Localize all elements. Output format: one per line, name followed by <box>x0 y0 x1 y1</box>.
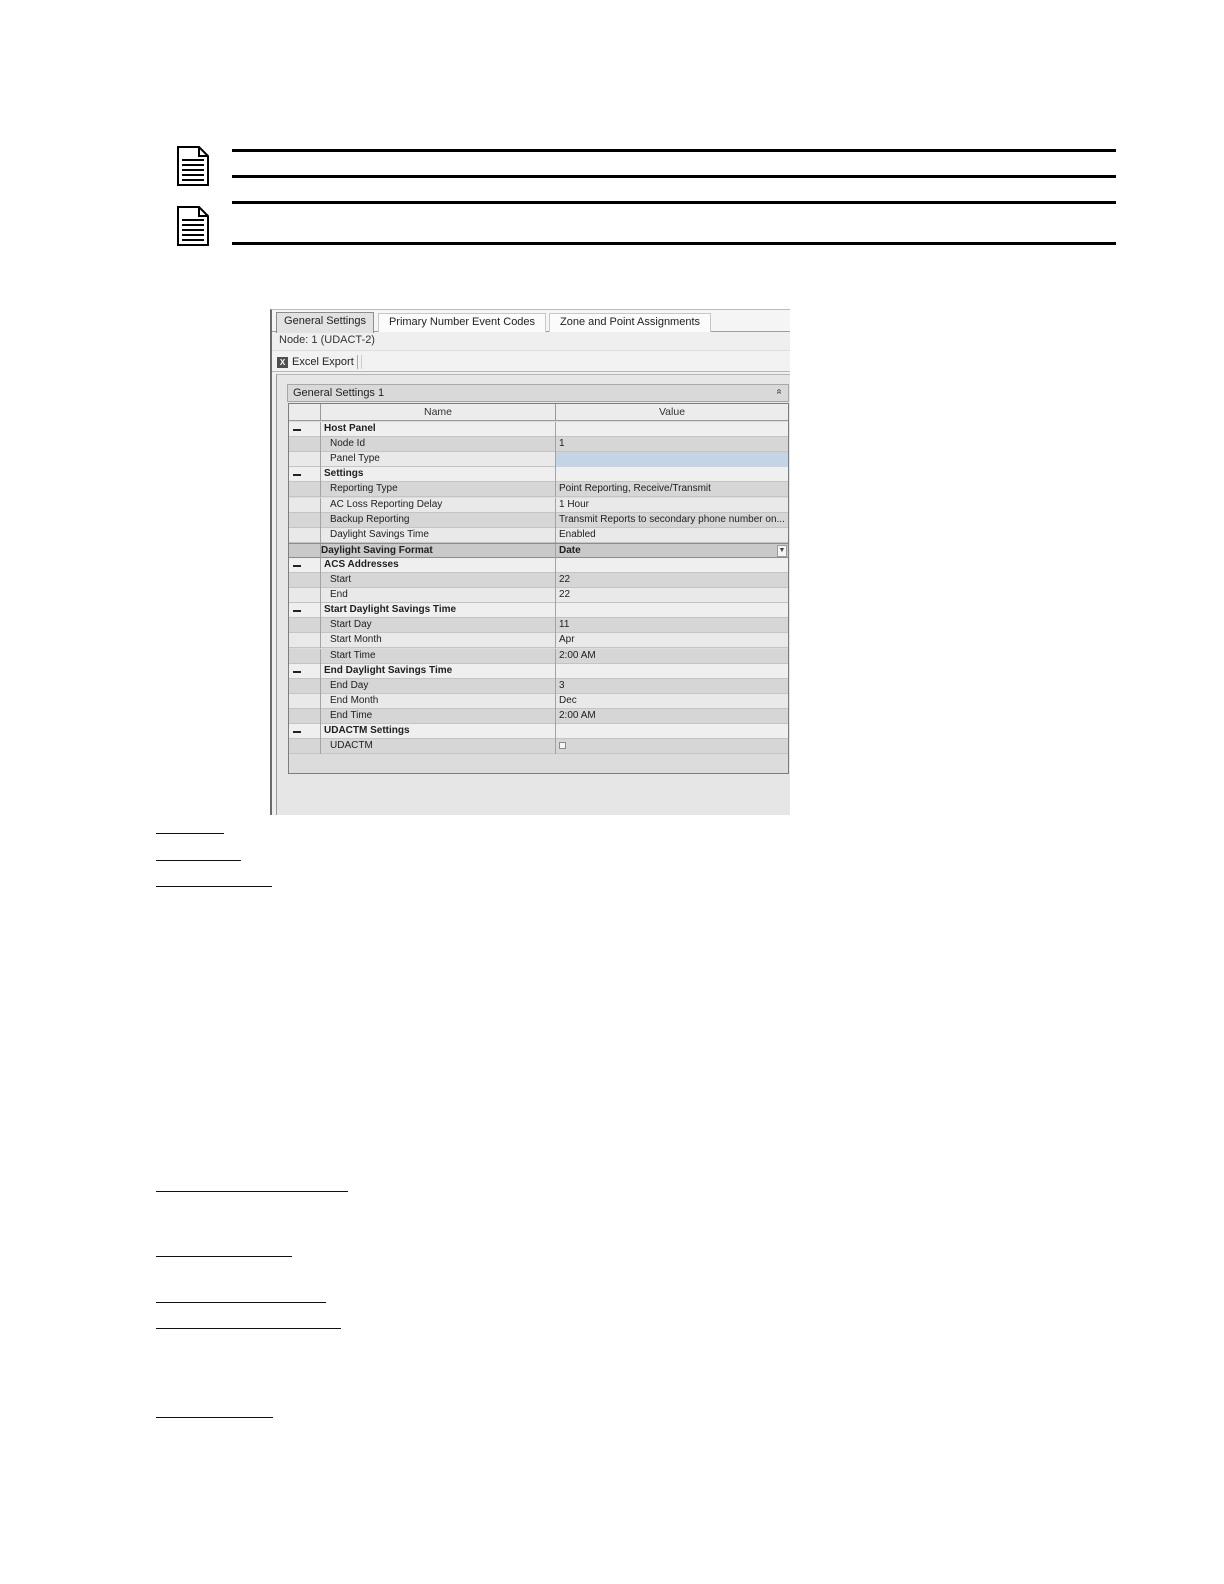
row-gutter <box>289 724 320 739</box>
property-name: Host Panel <box>320 422 555 437</box>
property-name: UDACTM <box>320 739 555 754</box>
property-row[interactable] <box>289 588 788 603</box>
property-value[interactable] <box>555 452 788 467</box>
excel-export-button[interactable] <box>277 354 354 370</box>
column-header-value[interactable]: Value <box>555 404 788 420</box>
property-value <box>555 724 788 739</box>
underline-rule <box>156 1256 292 1257</box>
property-value <box>555 603 788 618</box>
category-row[interactable] <box>289 422 788 437</box>
property-name: Start Time <box>320 649 555 664</box>
grid-header <box>289 404 788 421</box>
group-header[interactable] <box>287 384 789 402</box>
row-gutter <box>289 588 320 603</box>
row-gutter <box>289 482 320 497</box>
tab-strip <box>272 310 790 332</box>
tab-primary-number-event-codes[interactable]: Primary Number Event Codes <box>378 313 546 332</box>
settings-window <box>270 309 790 815</box>
note-rule-top <box>232 149 1116 152</box>
row-gutter <box>289 664 320 679</box>
group-title: General Settings 1 <box>293 387 385 399</box>
underline-rule <box>156 1417 273 1418</box>
property-name: Start Day <box>320 618 555 633</box>
property-name: Node Id <box>320 437 555 452</box>
row-gutter <box>289 422 320 437</box>
property-value <box>555 664 788 679</box>
row-gutter <box>289 544 320 559</box>
property-value[interactable]: 3 <box>555 679 788 694</box>
property-row[interactable] <box>289 573 788 588</box>
property-value[interactable]: Point Reporting, Receive/Transmit <box>555 482 788 497</box>
property-name: End Day <box>320 679 555 694</box>
property-value[interactable]: 11 <box>555 618 788 633</box>
row-gutter <box>289 649 320 664</box>
property-name: Settings <box>320 467 555 482</box>
category-row[interactable] <box>289 558 788 573</box>
collapse-minus-icon[interactable] <box>292 426 302 433</box>
row-gutter <box>289 603 320 618</box>
property-row[interactable] <box>289 437 788 452</box>
property-value[interactable]: 22 <box>555 588 788 603</box>
property-name: Start <box>320 573 555 588</box>
note-rule-bottom <box>232 175 1116 178</box>
property-value[interactable]: 2:00 AM <box>555 709 788 724</box>
underline-rule <box>156 1191 348 1192</box>
row-gutter <box>289 679 320 694</box>
property-row[interactable] <box>289 739 788 754</box>
row-gutter <box>289 528 320 543</box>
udactm-checkbox[interactable] <box>559 742 566 749</box>
property-row[interactable] <box>289 528 788 543</box>
category-row[interactable] <box>289 724 788 739</box>
property-row[interactable] <box>289 618 788 633</box>
property-name: Daylight Savings Time <box>320 528 555 543</box>
property-value[interactable]: Enabled <box>555 528 788 543</box>
property-name: End Daylight Savings Time <box>320 664 555 679</box>
row-gutter <box>289 618 320 633</box>
row-gutter <box>289 513 320 528</box>
property-name: ACS Addresses <box>320 558 555 573</box>
property-value[interactable]: Apr <box>555 633 788 648</box>
toolbar-separator <box>361 355 362 369</box>
row-gutter <box>289 633 320 648</box>
underline-rule <box>156 886 272 887</box>
underline-rule <box>156 1302 326 1303</box>
node-label: Node: 1 (UDACT-2) <box>279 334 375 346</box>
property-name: Daylight Saving Format <box>320 544 555 559</box>
row-gutter <box>289 498 320 513</box>
collapse-minus-icon[interactable] <box>292 668 302 675</box>
property-name: Panel Type <box>320 452 555 467</box>
property-row[interactable] <box>289 649 788 664</box>
note-rule-bottom <box>232 242 1116 245</box>
collapse-minus-icon[interactable] <box>292 607 302 614</box>
property-name: End Month <box>320 694 555 709</box>
underline-rule <box>156 860 241 861</box>
property-value <box>555 467 788 482</box>
row-gutter <box>289 709 320 724</box>
toolbar-separator <box>357 355 358 369</box>
row-gutter <box>289 437 320 452</box>
note-icon <box>177 146 209 186</box>
property-name: Start Month <box>320 633 555 648</box>
property-value[interactable]: Date <box>555 544 788 559</box>
property-value[interactable]: 22 <box>555 573 788 588</box>
property-name: End <box>320 588 555 603</box>
row-gutter <box>289 739 320 754</box>
property-name: UDACTM Settings <box>320 724 555 739</box>
property-row[interactable] <box>289 513 788 528</box>
property-value <box>555 422 788 437</box>
property-value[interactable] <box>555 739 788 754</box>
property-value[interactable]: 1 <box>555 437 788 452</box>
property-row[interactable] <box>289 543 788 558</box>
property-name: Reporting Type <box>320 482 555 497</box>
property-name: AC Loss Reporting Delay <box>320 498 555 513</box>
property-value[interactable]: Transmit Reports to secondary phone number on... <box>555 513 788 528</box>
property-grid <box>288 403 789 774</box>
note-icon <box>177 206 209 246</box>
property-value[interactable]: Dec <box>555 694 788 709</box>
property-name: Backup Reporting <box>320 513 555 528</box>
row-gutter <box>289 452 320 467</box>
underline-rule <box>156 833 224 834</box>
column-header-name[interactable]: Name <box>320 404 555 420</box>
excel-icon: X <box>277 357 288 368</box>
collapse-minus-icon[interactable] <box>292 562 302 569</box>
row-gutter <box>289 694 320 709</box>
property-value[interactable]: 1 Hour <box>555 498 788 513</box>
tab-zone-and-point-assignments[interactable]: Zone and Point Assignments <box>549 313 711 332</box>
property-name: End Time <box>320 709 555 724</box>
underline-rule <box>156 1328 341 1329</box>
double-chevron-up-icon[interactable]: » <box>773 388 785 395</box>
collapse-minus-icon[interactable] <box>292 728 302 735</box>
category-row[interactable] <box>289 467 788 482</box>
property-row[interactable] <box>289 633 788 648</box>
category-row[interactable] <box>289 664 788 679</box>
property-value[interactable]: 2:00 AM <box>555 649 788 664</box>
category-row[interactable] <box>289 603 788 618</box>
property-row[interactable] <box>289 498 788 513</box>
note-rule-top <box>232 201 1116 204</box>
property-row[interactable] <box>289 482 788 497</box>
property-row[interactable] <box>289 709 788 724</box>
collapse-minus-icon[interactable] <box>292 471 302 478</box>
toolbar <box>272 350 790 372</box>
excel-export-label: Excel Export <box>292 356 354 368</box>
row-gutter <box>289 573 320 588</box>
property-row[interactable] <box>289 679 788 694</box>
property-value <box>555 558 788 573</box>
tab-general-settings[interactable]: General Settings <box>276 312 374 333</box>
property-name: Start Daylight Savings Time <box>320 603 555 618</box>
property-row[interactable] <box>289 452 788 467</box>
property-row[interactable] <box>289 694 788 709</box>
row-gutter <box>289 467 320 482</box>
row-gutter <box>289 558 320 573</box>
dropdown-arrow-icon[interactable]: ▼ <box>777 545 787 557</box>
